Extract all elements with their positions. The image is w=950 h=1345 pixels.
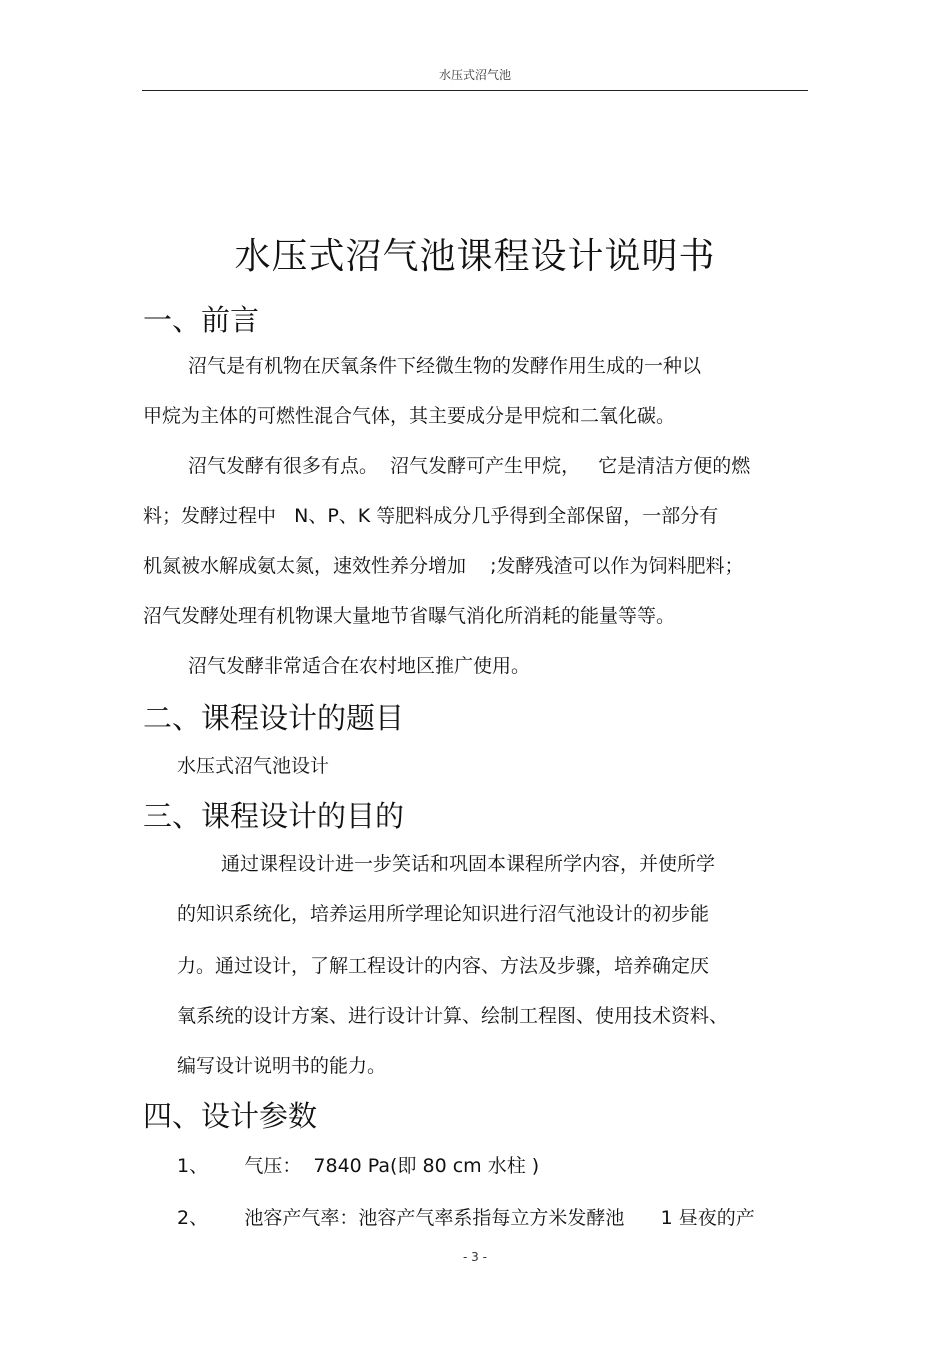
purpose-line-1: 通过课程设计进一步笑话和巩固本课程所学内容，并使所学: [221, 853, 716, 875]
running-header: 水压式沼气池: [438, 68, 511, 82]
document-title: 水压式沼气池课程设计说明书: [234, 236, 716, 277]
preface-line-4: 料；发酵过程中 N、P、K 等肥料成分几乎得到全部保留，一部分有: [143, 505, 719, 527]
section-heading-parameters: 四、设计参数: [143, 1099, 318, 1133]
parameter-item-1: 1、 气压： 7840 Pa(即 80 cm 水柱 ): [177, 1155, 540, 1177]
header-rule: [142, 90, 808, 91]
purpose-line-4: 氧系统的设计方案、进行设计计算、绘制工程图、使用技术资料、: [177, 1005, 729, 1027]
purpose-line-2: 的知识系统化，培养运用所学理论知识进行沼气池设计的初步能: [177, 903, 710, 925]
purpose-line-3: 力。通过设计，了解工程设计的内容、方法及步骤，培养确定厌: [177, 955, 710, 977]
preface-line-2: 甲烷为主体的可燃性混合气体，其主要成分是甲烷和二氧化碳。: [143, 405, 676, 427]
page-number: - 3 -: [463, 1250, 487, 1264]
preface-line-7: 沼气发酵非常适合在农村地区推广使用。: [188, 655, 531, 677]
parameter-item-2: 2、 池容产气率：池容产气率系指每立方米发酵池 1 昼夜的产: [177, 1207, 755, 1229]
preface-line-3: 沼气发酵有很多有点。 沼气发酵可产生甲烷， 它是清洁方便的燃: [188, 455, 751, 477]
preface-line-5: 机氮被水解成氨太氮，速效性养分增加 ;发酵残渣可以作为饲料肥料；: [143, 555, 744, 577]
section-heading-topic: 二、课程设计的题目: [143, 701, 405, 735]
section-heading-purpose: 三、课程设计的目的: [143, 799, 405, 833]
topic-line-1: 水压式沼气池设计: [177, 755, 330, 777]
preface-line-1: 沼气是有机物在厌氧条件下经微生物的发酵作用生成的一种以: [188, 355, 702, 377]
purpose-line-5: 编写设计说明书的能力。: [177, 1055, 387, 1077]
preface-line-6: 沼气发酵处理有机物课大量地节省曝气消化所消耗的能量等等。: [143, 605, 676, 627]
section-heading-preface: 一、前言: [143, 303, 260, 337]
